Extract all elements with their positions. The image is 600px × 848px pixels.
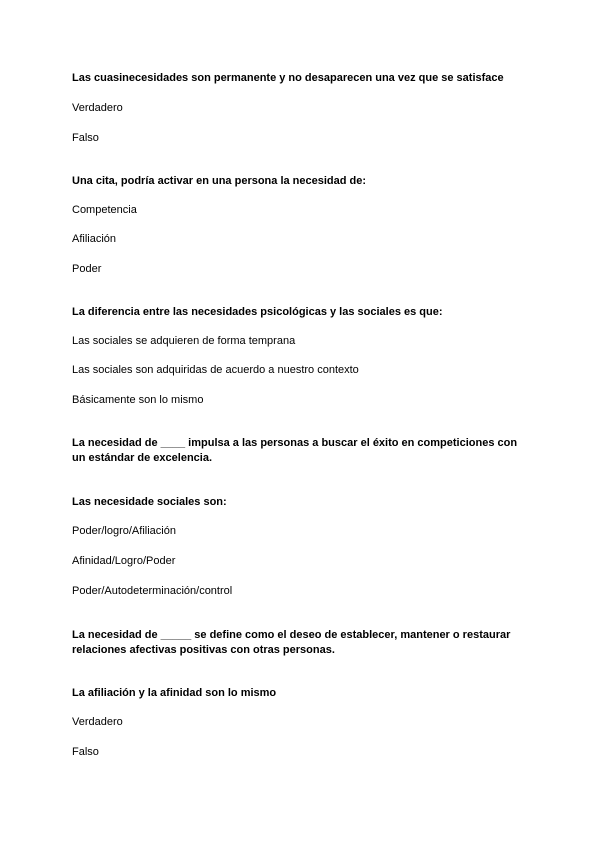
question-5-option-2: Afinidad/Logro/Poder — [72, 555, 176, 567]
question-2-option-2: Afiliación — [72, 233, 117, 245]
question-1-option-2: Falso — [72, 132, 99, 144]
question-3-text: La diferencia entre las necesidades psicológicas y las sociales es que: — [72, 306, 443, 318]
question-5-option-1: Poder/logro/Afiliación — [72, 525, 176, 537]
question-2-option-1: Competencia — [72, 204, 137, 216]
question-6-text: La necesidad de _____ se define como el deseo de establecer, mantener o restaurar relaciones afectivas positivas con otras personas. — [72, 629, 511, 656]
question-7-option-2: Falso — [72, 746, 99, 758]
question-1-text: Las cuasinecesidades son permanente y no desaparecen una vez que se satisface — [72, 72, 504, 84]
question-7-text: La afiliación y la afinidad son lo mismo — [72, 687, 277, 699]
question-2-text: Una cita, podría activar en una persona la necesidad de: — [72, 175, 367, 187]
question-5-option-3: Poder/Autodeterminación/control — [72, 585, 233, 597]
question-3-option-3: Básicamente son lo mismo — [72, 394, 204, 406]
question-3-option-1: Las sociales se adquieren de forma temprana — [72, 335, 296, 347]
question-5-text: Las necesidade sociales son: — [72, 496, 227, 508]
question-2-option-3: Poder — [72, 263, 102, 275]
question-4-text: La necesidad de ____ impulsa a las personas a buscar el éxito en competiciones con un estándar de excelencia. — [72, 437, 518, 464]
question-7-option-1: Verdadero — [72, 716, 123, 728]
question-1-option-1: Verdadero — [72, 102, 123, 114]
question-3-option-2: Las sociales son adquiridas de acuerdo a nuestro contexto — [72, 364, 359, 376]
